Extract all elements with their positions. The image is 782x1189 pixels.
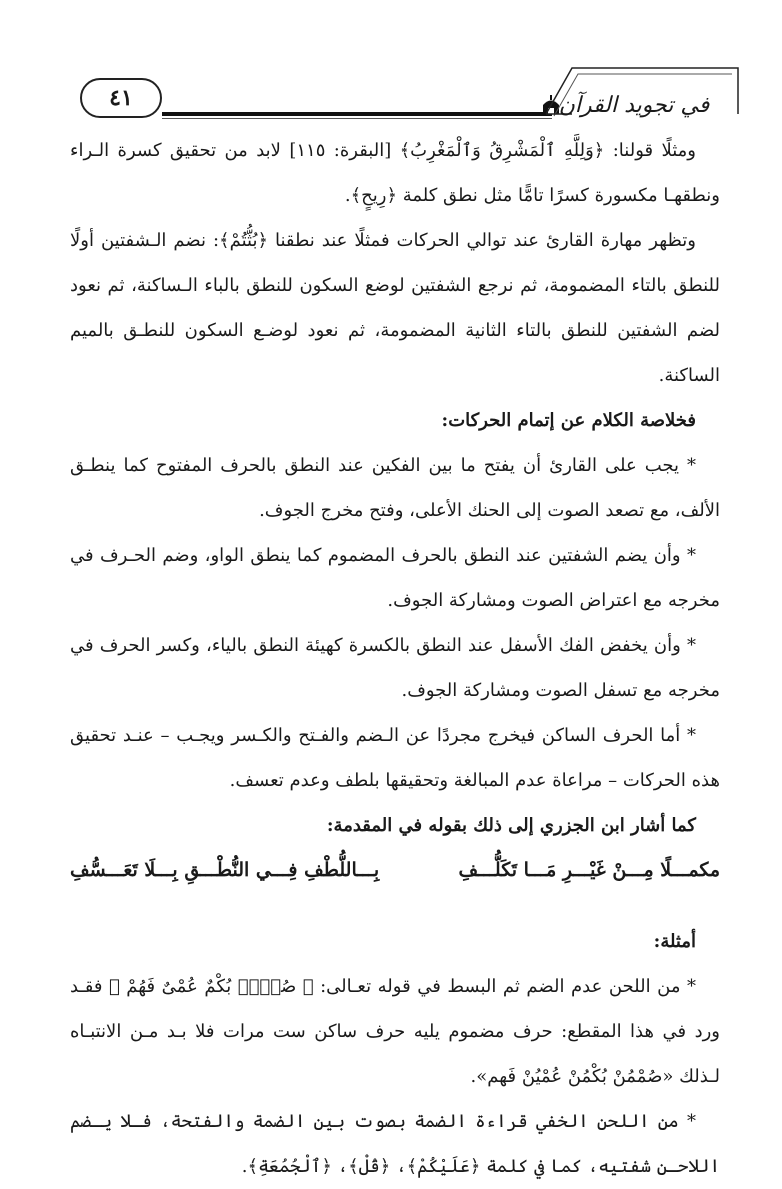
- bullet-paragraph: * وأن يخفض الفك الأسفل عند النطق بالكسرة كهيئة النطق بالياء، وكسر الحرف في مخرجه مع تسفل الصوت ومشاركة الجوف.: [70, 635, 720, 701]
- poem-hemistich-1: مكمـــلًا مِـــنْ غَيْـــرِ مَـــا تَكَلُّـــفِ: [458, 859, 720, 881]
- book-title: في تجويد القرآن: [558, 93, 710, 118]
- page-header: [0, 0, 782, 130]
- poem-hemistich-2: بِـــاللُّطْفِ فِـــي النُّطْـــقِ بِـــلَا تَعَـــسُّفِ: [70, 859, 380, 881]
- paragraph: ومثلًا قولنا: ﴿وَلِلَّهِ ٱلْمَشْرِقُ وَٱلْمَغْرِبُ﴾ [البقرة: ١١٥] لابد من تحقيق كسرة الـراء ونطقهـا مكسورة كسرًا تامًّا مثل نطق كلمة ﴿رِيحٍ﴾.: [70, 140, 720, 206]
- header-rule-thin: [162, 118, 552, 119]
- example-paragraph: * من اللحن الخفي قراءة الضمة بصوت بين الضمة والفتحة، فـلا يـضم اللاحـن شفتيه، كما في كلمة ﴿عَلَيْكُمْ﴾، ﴿قُلْ﴾، ﴿ٱلْجُمُعَةِ﴾.: [70, 1111, 720, 1177]
- page-number: ٤١: [109, 85, 133, 111]
- spacer: [70, 893, 720, 919]
- paragraph: وتظهر مهارة القارئ عند توالي الحركات فمثلًا عند نطقنا ﴿بُثُّتُمْ﴾: نضم الـشفتين أولًا للنطق بالتاء المضمومة، ثم نرجع الشفتين لوضع السكون للنطق بالباء الـساكنة، ثم نعود لضم الشفتين للنطق بالتاء الثانية المضمومة، ثم نعود لوضـع السكون للنطـق بالميم الساكنة.: [70, 230, 720, 386]
- section-title: فخلاصة الكلام عن إتمام الحركات:: [441, 410, 696, 431]
- page-body: [70, 128, 720, 1189]
- bullet-paragraph: * يجب على القارئ أن يفتح ما بين الفكين عند النطق بالحرف المفتوح كما ينطـق الألف، مع تصعد الصوت إلى الحنك الأعلى، وفتح مخرج الجوف.: [70, 455, 720, 521]
- poem-intro: كما أشار ابن الجزري إلى ذلك بقوله في المقدمة:: [326, 815, 696, 836]
- example-paragraph: * من اللحن عدم الضم ثم البسط في قوله تعـالى: ﴿ صُمٌّۢ بُكْمٌ عُمْىٌ فَهُمْ ﴾ فقـد ورد في هذا المقطع: حرف مضموم يليه حرف ساكن ست مرات فلا بـد مـن الانتبـاه لـذلك «صُمْمُنْ بُكْمُنْ عُمْيُنْ فَهم».: [70, 976, 720, 1087]
- poem-verse: [70, 848, 720, 893]
- bullet-paragraph: * وأن يضم الشفتين عند النطق بالحرف المضموم كما ينطق الواو، وضم الحـرف في مخرجه مع اعتراض الصوت ومشاركة الجوف.: [70, 545, 720, 611]
- bullet-paragraph: * أما الحرف الساكن فيخرج مجردًا عن الـضم والفـتح والكـسر ويجـب – عنـد تحقيق هذه الحركات – مراعاة عدم المبالغة وتحقيقها بلطف وعدم تعسف.: [70, 725, 720, 791]
- header-rule: [162, 112, 552, 116]
- examples-title: أمثلة:: [653, 931, 696, 952]
- page-number-badge: [80, 78, 162, 118]
